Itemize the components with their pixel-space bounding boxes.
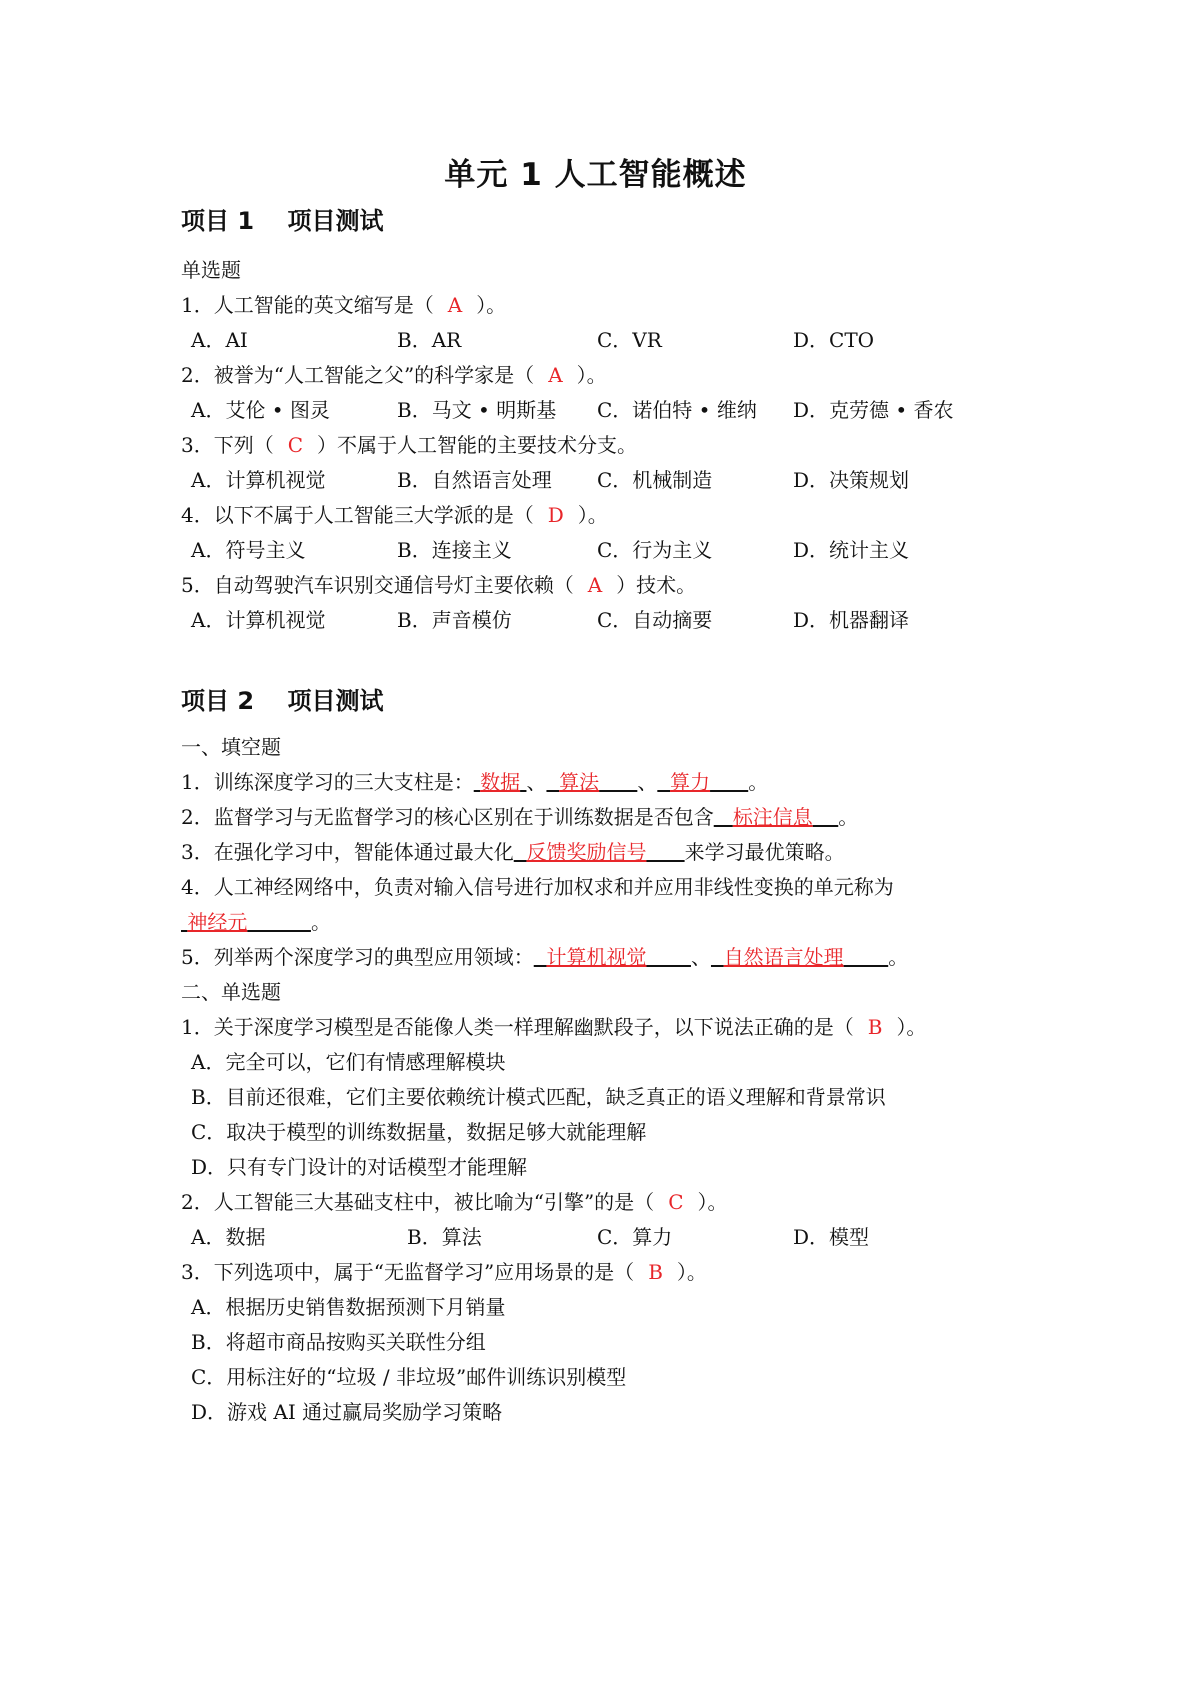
question-stem-end: ）。 [896, 1015, 927, 1039]
option-a: A．根据历史销售数据预测下月销量 [191, 1295, 506, 1319]
blank-answer: 算法 [559, 770, 600, 794]
question-stem: 4．以下不属于人工智能三大学派的是（ [181, 503, 534, 527]
option-c: C．取决于模型的训练数据量，数据足够大就能理解 [191, 1120, 647, 1144]
option-b: B．声音模仿 [397, 608, 512, 632]
question-stem-end: ）。 [476, 293, 507, 317]
option-a: A．完全可以，它们有情感理解模块 [191, 1050, 506, 1074]
p2-question-1 [181, 1012, 926, 1042]
blank-answer: 神经元 [187, 910, 248, 934]
question-stem-end: ）。 [577, 503, 608, 527]
option-b: B．AR [397, 328, 462, 352]
section-label-single-choice: 单选题 [181, 258, 241, 282]
question-stem-end: ）。 [697, 1190, 728, 1214]
option-c: C．机械制造 [597, 468, 713, 492]
option-b: B．马文 • 明斯基 [397, 398, 557, 422]
option-d: D．游戏 AI 通过赢局奖励学习策略 [191, 1400, 503, 1424]
question-stem: 1．人工智能的英文缩写是（ [181, 293, 434, 317]
p1-question-1-options [181, 325, 981, 355]
option-d: D．CTO [793, 328, 875, 352]
question-suffix: 来学习最优策略。 [684, 840, 845, 864]
p1-question-2 [181, 360, 607, 390]
blank-answer: 标注信息 [732, 805, 813, 829]
option-a: A．艾伦 • 图灵 [191, 398, 330, 422]
blank-answer: 算力 [670, 770, 711, 794]
fill-question-2 [181, 802, 858, 832]
answer-mark: A [587, 573, 603, 597]
fill-question-4-answer-line [181, 907, 331, 937]
p1-question-1 [181, 290, 506, 320]
option-b: B．将超市商品按购买关联性分组 [191, 1330, 486, 1354]
option-b: B．自然语言处理 [397, 468, 552, 492]
question-stem: 2．监督学习与无监督学习的核心区别在于训练数据是否包含 [181, 805, 714, 829]
question-stem: 2．人工智能三大基础支柱中，被比喻为“引擎”的是（ [181, 1190, 655, 1214]
answer-mark: D [547, 503, 564, 527]
question-stem-end: ）不属于人工智能的主要技术分支。 [317, 433, 638, 457]
answer-mark: C [287, 433, 304, 457]
question-stem: 2．被誉为“人工智能之父”的科学家是（ [181, 363, 535, 387]
option-c: C．自动摘要 [597, 608, 713, 632]
document-title: 单元 1 人工智能概述 [444, 157, 747, 193]
question-stem: 3．下列选项中，属于“无监督学习”应用场景的是（ [181, 1260, 635, 1284]
fill-question-1 [181, 767, 768, 797]
p2-question-2 [181, 1187, 728, 1217]
p1-question-4-options [181, 535, 981, 565]
question-stem: 3．下列（ [181, 433, 274, 457]
option-c: C．用标注好的“垃圾 / 非垃圾”邮件训练识别模型 [191, 1365, 627, 1389]
question-end: 。 [310, 910, 331, 934]
p2-question-3 [181, 1257, 707, 1287]
option-c: C．诺伯特 • 维纳 [597, 398, 757, 422]
option-a: A．数据 [191, 1225, 266, 1249]
p1-question-3 [181, 430, 637, 460]
option-a: A．计算机视觉 [191, 608, 326, 632]
p1-question-5 [181, 570, 696, 600]
p1-question-3-options [181, 465, 981, 495]
question-stem: 5．自动驾驶汽车识别交通信号灯主要依赖（ [181, 573, 574, 597]
question-stem: 3．在强化学习中，智能体通过最大化 [181, 840, 514, 864]
separator: 、 [690, 945, 711, 969]
option-a: A．计算机视觉 [191, 468, 326, 492]
p2-question-2-options [181, 1222, 981, 1252]
question-stem-end: ）。 [576, 363, 607, 387]
option-d: D．克劳德 • 香农 [793, 398, 954, 422]
project-1-heading: 项目 1 项目测试 [181, 207, 384, 235]
option-b: B．目前还很难，它们主要依赖统计模式匹配，缺乏真正的语义理解和背景常识 [191, 1085, 886, 1109]
option-c: C．算力 [597, 1225, 673, 1249]
answer-mark: A [548, 363, 563, 387]
blank-answer: 计算机视觉 [546, 945, 647, 969]
fill-question-3 [181, 837, 845, 867]
separator: 、 [526, 770, 547, 794]
separator: 、 [637, 770, 658, 794]
question-stem: 5．列举两个深度学习的典型应用领域： [181, 945, 534, 969]
blank-answer: 自然语言处理 [723, 945, 844, 969]
question-end: 。 [838, 805, 859, 829]
option-c: C．行为主义 [597, 538, 713, 562]
blank-answer: 反馈奖励信号 [526, 840, 647, 864]
fill-question-4: 4．人工神经网络中，负责对输入信号进行加权求和并应用非线性变换的单元称为 [181, 875, 894, 899]
answer-mark: A [447, 293, 463, 317]
answer-mark: B [867, 1015, 883, 1039]
option-b: B．算法 [407, 1225, 482, 1249]
p1-question-4 [181, 500, 608, 530]
project-2-heading: 项目 2 项目测试 [181, 687, 384, 715]
option-c: C．VR [597, 328, 662, 352]
p1-question-2-options [181, 395, 981, 425]
answer-mark: C [668, 1190, 684, 1214]
blank-answer: 数据 [480, 770, 521, 794]
option-a: A．符号主义 [191, 538, 306, 562]
question-end: 。 [748, 770, 769, 794]
option-a: A．AI [191, 328, 248, 352]
question-end: 。 [888, 945, 909, 969]
option-d: D．统计主义 [793, 538, 910, 562]
question-stem-end: ）。 [676, 1260, 707, 1284]
option-b: B．连接主义 [397, 538, 512, 562]
answer-mark: B [648, 1260, 663, 1284]
fill-question-5 [181, 942, 908, 972]
question-stem: 1．关于深度学习模型是否能像人类一样理解幽默段子，以下说法正确的是（ [181, 1015, 854, 1039]
option-d: D．只有专门设计的对话模型才能理解 [191, 1155, 528, 1179]
question-stem: 1．训练深度学习的三大支柱是： [181, 770, 474, 794]
question-stem-end: ）技术。 [616, 573, 697, 597]
section-label-choice: 二、单选题 [181, 980, 281, 1004]
section-label-fill-in: 一、填空题 [181, 735, 281, 759]
option-d: D．机器翻译 [793, 608, 910, 632]
option-d: D．决策规划 [793, 468, 910, 492]
p1-question-5-options [181, 605, 981, 635]
option-d: D．模型 [793, 1225, 870, 1249]
